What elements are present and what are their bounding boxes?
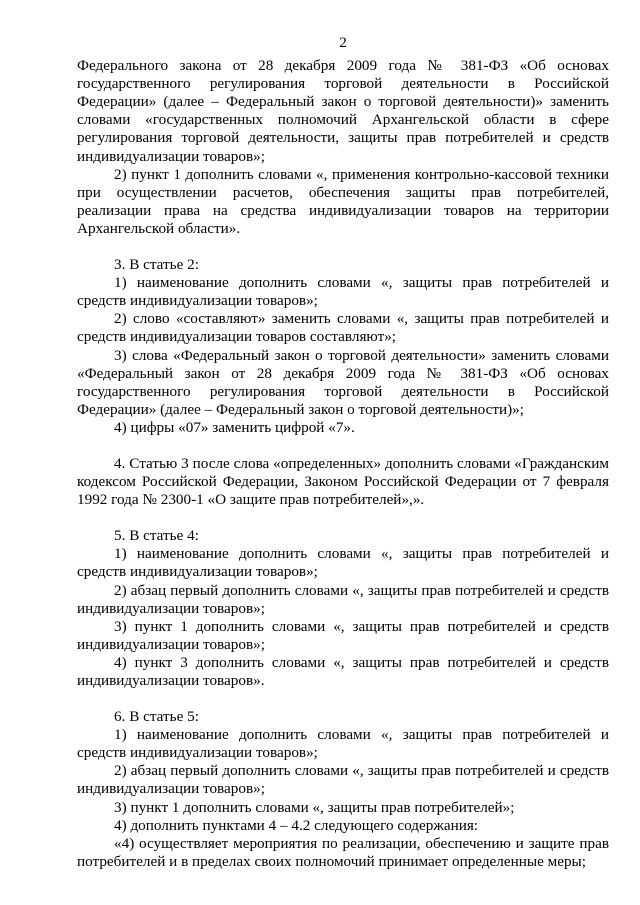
page-number: 2 bbox=[339, 34, 347, 51]
paragraph-3-2: 2) слово «составляют» заменить словами «, защиты прав потребителей и средств индивидуализации товаров составляют»; bbox=[77, 310, 609, 346]
paragraph-3-4: 4) цифры «07» заменить цифрой «7». bbox=[114, 418, 355, 436]
paragraph-6-1: 1) наименование дополнить словами «, защиты прав потребителей и средств индивидуализации товаров»; bbox=[77, 726, 609, 762]
paragraph-quote-4: «4) осуществляет мероприятия по реализации, обеспечению и защите прав потребителей и в пределах своих полномочий принимает определенные меры; bbox=[77, 834, 609, 870]
section-gap bbox=[77, 690, 609, 708]
paragraph-6-3: 3) пункт 1 дополнить словами «, защиты прав потребителей»; bbox=[114, 798, 515, 816]
document-page bbox=[77, 34, 609, 871]
paragraph-5-1: 1) наименование дополнить словами «, защиты прав потребителей и средств индивидуализации товаров»; bbox=[77, 545, 609, 581]
section-4: 4. Статью 3 после слова «определенных» дополнить словами «Гражданским кодексом Российской Федерации, Законом Российской Федерации от 7 февраля 1992 года № 2300-1 «О защите прав потребителей»,». bbox=[77, 454, 609, 509]
paragraph-6-2: 2) абзац первый дополнить словами «, защиты прав потребителей и средств индивидуализации товаров»; bbox=[77, 762, 609, 798]
paragraph-5-2: 2) абзац первый дополнить словами «, защиты прав потребителей и средств индивидуализации товаров»; bbox=[77, 581, 609, 617]
section-heading-5: 5. В статье 4: bbox=[114, 527, 199, 545]
paragraph-3-3: 3) слова «Федеральный закон о торговой деятельности» заменить словами «Федеральный закон от 28 декабря 2009 года № 381-ФЗ «Об основах государственного регулирования торговой деятельности в Российской Федерации» (далее – Федеральный закон о торговой деятельности)»; bbox=[77, 346, 609, 418]
section-gap bbox=[77, 509, 609, 527]
paragraph-5-4: 4) пункт 3 дополнить словами «, защиты прав потребителей и средств индивидуализации товаров». bbox=[77, 653, 609, 689]
section-heading-3: 3. В статье 2: bbox=[114, 256, 199, 274]
paragraph-continuation: Федерального закона от 28 декабря 2009 года № 381-ФЗ «Об основах государственного регулирования торговой деятельности в Российской Федерации» (далее – Федеральный закон о торговой деятельности)» заменить словами «государственных полномочий Архангельской области в сфере регулирования торговой деятельности, защиты прав потребителей и средств индивидуализации товаров»; bbox=[77, 57, 609, 165]
section-heading-6: 6. В статье 5: bbox=[114, 708, 199, 726]
section-gap bbox=[77, 437, 609, 455]
section-gap bbox=[77, 238, 609, 256]
paragraph-item-2: 2) пункт 1 дополнить словами «, применения контрольно-кассовой техники при осуществлении расчетов, обеспечения защиты прав потребителей, реализации права на средства индивидуализации товаров на территории Архангельской области». bbox=[77, 165, 609, 237]
paragraph-6-4: 4) дополнить пунктами 4 – 4.2 следующего содержания: bbox=[114, 816, 479, 834]
paragraph-5-3: 3) пункт 1 дополнить словами «, защиты прав потребителей и средств индивидуализации товаров»; bbox=[77, 617, 609, 653]
paragraph-3-1: 1) наименование дополнить словами «, защиты прав потребителей и средств индивидуализации товаров»; bbox=[77, 274, 609, 310]
